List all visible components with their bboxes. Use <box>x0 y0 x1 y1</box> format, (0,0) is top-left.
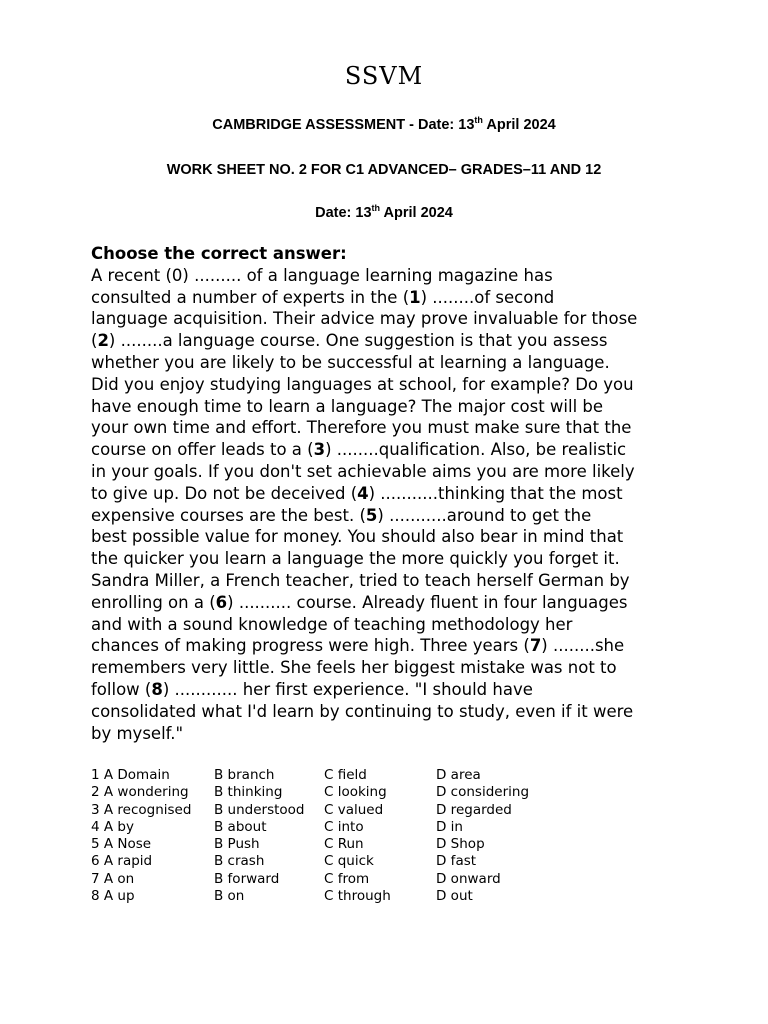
passage-text: chances of making progress were high. Three years ( <box>91 636 530 656</box>
passage-line <box>91 505 691 527</box>
option-c: C looking <box>324 784 387 801</box>
option-d: D regarded <box>436 801 512 818</box>
option-c: C through <box>324 888 391 905</box>
passage-text: and with a sound knowledge of teaching methodology her <box>91 614 573 634</box>
passage-text: to give up. Do not be deceived ( <box>91 483 358 503</box>
passage-text: ) ........she <box>541 636 625 656</box>
passage-line <box>91 701 691 723</box>
passage-line <box>91 614 691 636</box>
option-a: 2 A wondering <box>91 784 189 801</box>
passage-text: remembers very little. She feels her biggest mistake was not to <box>91 658 617 678</box>
passage-line <box>91 396 691 418</box>
passage-line <box>91 308 691 330</box>
option-d: D in <box>436 818 463 835</box>
option-b: B thinking <box>214 784 283 801</box>
option-a: 5 A Nose <box>91 836 152 853</box>
assessment-title-tail: April 2024 <box>482 117 556 133</box>
passage-line <box>91 483 691 505</box>
worksheet-date-tail: April 2024 <box>380 205 453 221</box>
option-d: D out <box>436 888 473 905</box>
worksheet-date-main: Date: 13 <box>315 205 372 221</box>
passage-line <box>91 352 691 374</box>
option-c: C from <box>324 870 370 887</box>
option-b: B understood <box>214 801 305 818</box>
passage-line <box>91 287 691 309</box>
passage-line <box>91 570 691 592</box>
passage-line <box>91 723 691 745</box>
gap-number: 8 <box>151 679 163 699</box>
passage-text: language acquisition. Their advice may prove invaluable for those <box>91 309 638 329</box>
option-b: B on <box>214 888 245 905</box>
gap-number: 1 <box>409 287 421 307</box>
option-c: C valued <box>324 801 384 818</box>
passage-line <box>91 635 691 657</box>
option-b: B crash <box>214 853 265 870</box>
passage-text: the quicker you learn a language the more quickly you forget it. <box>91 549 620 569</box>
passage-text: have enough time to learn a language? The major cost will be <box>91 396 604 416</box>
option-a: 6 A rapid <box>91 853 153 870</box>
passage-line <box>91 592 691 614</box>
option-a: 8 A up <box>91 888 135 905</box>
option-d: D area <box>436 767 481 783</box>
passage-lines <box>91 265 691 745</box>
option-c: C into <box>324 818 364 835</box>
option-c: C field <box>324 767 367 783</box>
option-a: 1 A Domain <box>91 767 170 783</box>
passage-line <box>91 548 691 570</box>
option-d: D onward <box>436 870 501 887</box>
passage-text: in your goals. If you don't set achievable aims you are more likely <box>91 461 635 481</box>
option-d: D considering <box>436 784 530 801</box>
assessment-title-sup: th <box>474 115 483 126</box>
passage-text: ) ............ her first experience. "I should have <box>162 679 533 699</box>
option-d: D fast <box>436 853 477 870</box>
option-b: B forward <box>214 870 280 887</box>
assessment-title <box>0 117 768 133</box>
gap-number: 3 <box>313 440 326 460</box>
passage-text: ) ...........around to get the <box>377 505 592 525</box>
option-c: C quick <box>324 853 374 870</box>
passage-text: follow ( <box>91 679 152 699</box>
option-c: C Run <box>324 836 364 853</box>
passage-line <box>91 417 691 439</box>
passage-text: ) ...........thinking that the most <box>368 483 623 503</box>
passage-text: ) ........a language course. One suggestion is that you assess <box>108 331 608 351</box>
worksheet-title: WORK SHEET NO. 2 FOR C1 ADVANCED– GRADES–11 AND 12 <box>166 162 602 178</box>
passage-line <box>91 439 691 461</box>
worksheet-date <box>0 205 768 221</box>
option-d: D Shop <box>436 836 485 853</box>
passage-text: A recent (0) ......... of a language learning magazine has <box>91 265 553 285</box>
option-a: 3 A recognised <box>91 801 192 818</box>
passage-line <box>91 374 691 396</box>
reading-passage <box>91 243 691 744</box>
passage-text: expensive courses are the best. ( <box>91 505 366 525</box>
passage-text: ) ........of second <box>420 287 555 307</box>
gap-number: 4 <box>357 483 369 503</box>
passage-text: best possible value for money. You should also bear in mind that <box>91 527 624 547</box>
passage-text: consolidated what I'd learn by continuing to study, even if it were <box>91 701 634 721</box>
passage-line <box>91 461 691 483</box>
passage-text: Did you enjoy studying languages at school, for example? Do you <box>91 374 634 394</box>
worksheet-date-sup: th <box>371 203 381 214</box>
gap-number: 6 <box>215 592 228 612</box>
passage-line <box>91 330 691 352</box>
passage-text: course on offer leads to a ( <box>91 440 314 460</box>
assessment-title-main: CAMBRIDGE ASSESSMENT - Date: 13 <box>212 117 475 133</box>
option-b: B about <box>214 818 267 835</box>
passage-line <box>91 657 691 679</box>
passage-text: your own time and effort. Therefore you must make sure that the <box>91 418 632 438</box>
passage-text: consulted a number of experts in the ( <box>91 287 410 307</box>
option-b: B branch <box>214 767 275 783</box>
passage-text: enrolling on a ( <box>91 592 216 612</box>
passage-text: ) ........qualification. Also, be realistic <box>325 440 627 460</box>
option-a: 4 A by <box>91 818 134 835</box>
passage-text: by myself." <box>91 723 184 743</box>
passage-text: whether you are likely to be successful at learning a language. <box>91 352 610 372</box>
passage-line <box>91 265 691 287</box>
gap-number: 7 <box>529 636 542 656</box>
option-a: 7 A on <box>91 870 135 887</box>
option-b: B Push <box>214 836 260 853</box>
passage-text: Sandra Miller, a French teacher, tried to teach herself German by <box>91 570 630 590</box>
instruction: Choose the correct answer: <box>91 244 347 263</box>
passage-text: ) .......... course. Already fluent in four languages <box>227 592 628 612</box>
gap-number: 2 <box>97 331 109 351</box>
gap-number: 5 <box>365 505 378 525</box>
school-name: SSVM <box>344 62 424 90</box>
passage-line <box>91 526 691 548</box>
passage-text: ( <box>91 331 98 351</box>
passage-line <box>91 679 691 701</box>
